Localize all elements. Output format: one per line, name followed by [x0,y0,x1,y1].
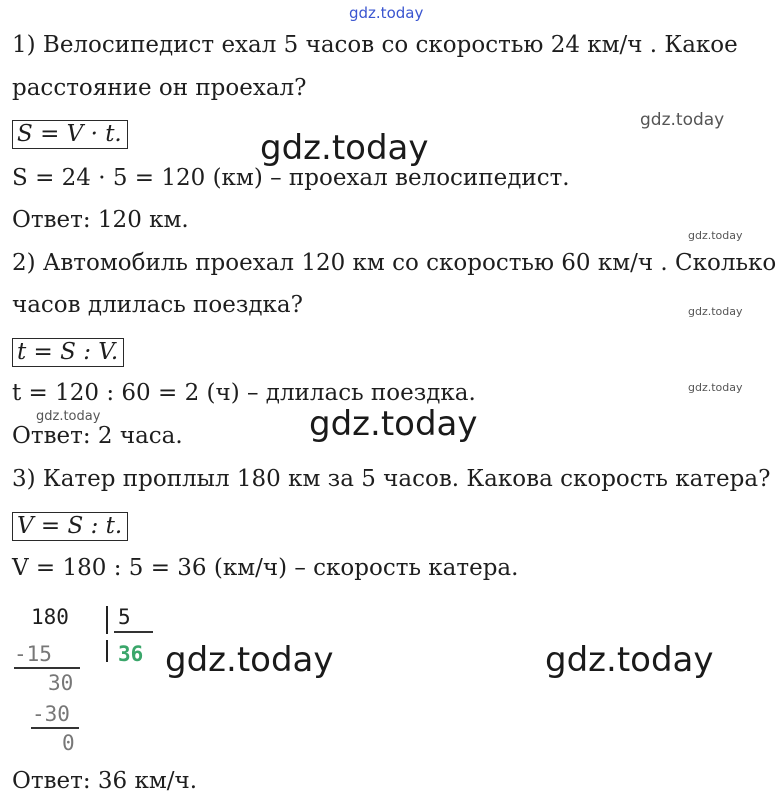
division-bar [106,640,108,662]
problem3-answer: Ответ: 36 км/ч. [12,768,198,794]
division-line [14,667,80,669]
watermark: gdz.today [640,110,725,130]
problem3-formula: V = S : t. [12,512,128,541]
problem1-question-line1: 1) Велосипедист ехал 5 часов со скоростью 24 км/ч . Какое [12,32,738,58]
watermark: gdz.today [688,229,743,242]
watermark: gdz.today [688,381,743,394]
division-step2-subtract: -30 [32,702,70,726]
watermark: gdz.today [260,128,429,168]
division-line [31,727,79,729]
watermark: gdz.today [309,404,478,444]
division-dividend: 180 [31,605,69,629]
division-divisor-underline [114,631,153,633]
division-divisor: 5 [118,605,131,629]
problem2-formula: t = S : V. [12,338,124,367]
problem1-solution: S = 24 · 5 = 120 (км) – проехал велосипедист. [12,165,570,191]
watermark: gdz.today [688,305,743,318]
problem2-question-line1: 2) Автомобиль проехал 120 км со скоростью 60 км/ч . Сколько [12,250,777,276]
division-quotient: 36 [118,642,144,666]
division-step1-remainder: 30 [48,671,74,695]
watermark-top: gdz.today [349,4,424,22]
watermark: gdz.today [165,640,334,680]
division-step2-remainder: 0 [62,731,75,755]
problem3-question-line1: 3) Катер проплыл 180 км за 5 часов. Какова скорость катера? [12,466,771,492]
problem2-answer: Ответ: 2 часа. [12,423,183,449]
problem2-solution: t = 120 : 60 = 2 (ч) – длилась поездка. [12,380,476,406]
problem1-question-line2: расстояние он проехал? [12,75,307,101]
problem1-answer: Ответ: 120 км. [12,207,189,233]
division-step1-subtract: -15 [14,642,52,666]
watermark: gdz.today [36,409,101,424]
watermark: gdz.today [545,640,714,680]
division-bar [106,606,108,634]
problem3-solution: V = 180 : 5 = 36 (км/ч) – скорость катера. [12,555,519,581]
problem1-formula: S = V · t. [12,120,128,149]
problem2-question-line2: часов длилась поездка? [12,292,303,318]
